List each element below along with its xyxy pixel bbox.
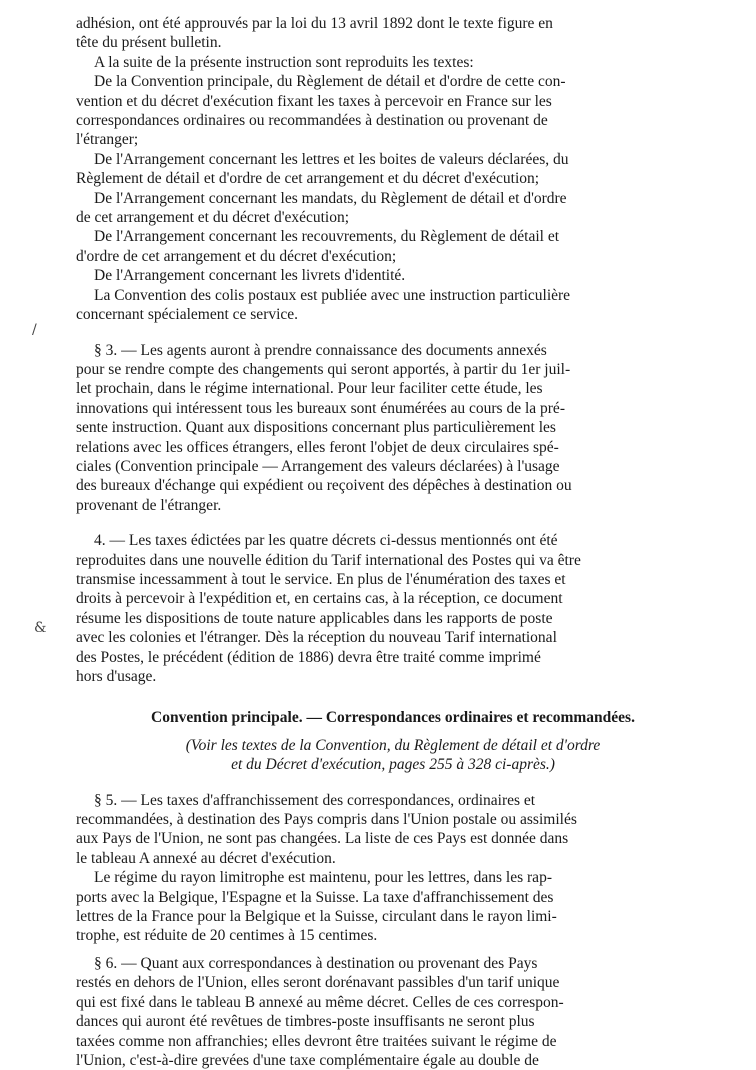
- text-line: correspondances ordinaires ou recommandées à destination ou provenant de: [76, 112, 548, 130]
- text-line: l'étranger;: [76, 131, 139, 149]
- textes-list: [76, 53, 710, 325]
- text-line: innovations qui intéressent tous les bureaux sont énumérées au cours de la pré-: [76, 399, 565, 417]
- text-line: relations avec les offices étrangers, elles feront l'objet de deux circulaires spé-: [76, 438, 559, 456]
- text-line: De l'Arrangement concernant les mandats, du Règlement de détail et d'ordre: [94, 189, 567, 207]
- text-line: aux Pays de l'Union, ne sont pas changées. La liste de ces Pays est donnée dans: [76, 830, 569, 848]
- text-line: sente instruction. Quant aux dispositions concernant plus particulièrement les: [76, 419, 556, 437]
- text-line: let prochain, dans le régime international. Pour leur faciliter cette étude, les: [76, 380, 543, 398]
- margin-mark: /: [32, 322, 37, 338]
- textes-lead: A la suite de la présente instruction sont reproduits les textes:: [94, 53, 474, 71]
- text-line: qui est fixé dans le tableau B annexé au même décret. Celles de ces correspon-: [76, 993, 564, 1011]
- text-line: 4. — Les taxes édictées par les quatre décrets ci-dessus mentionnés ont été: [94, 532, 558, 550]
- text-line: de cet arrangement et du décret d'exécution;: [76, 209, 350, 227]
- text-line: lettres de la France pour la Belgique et la Suisse, circulant dans le rayon limi-: [76, 908, 557, 926]
- text-line: le tableau A annexé au décret d'exécution.: [76, 849, 336, 867]
- text-line: § 3. — Les agents auront à prendre connaissance des documents annexés: [94, 341, 547, 359]
- text-line: avec les colonies et l'étranger. Dès la réception du nouveau Tarif international: [76, 629, 557, 647]
- text-line: pour se rendre compte des changements qui seront apportés, à partir du 1er juil-: [76, 360, 571, 378]
- text-line: des Postes, le précédent (édition de 1886) devra être traité comme imprimé: [76, 648, 541, 666]
- text-line: Le régime du rayon limitrophe est maintenu, pour les lettres, dans les rap-: [94, 869, 552, 887]
- text-line: De l'Arrangement concernant les lettres et les boites de valeurs déclarées, du: [94, 150, 569, 168]
- text-line: hors d'usage.: [76, 668, 157, 685]
- text-line: § 5. — Les taxes d'affranchissement des correspondances, ordinaires et: [94, 791, 536, 809]
- text-line: Règlement de détail et d'ordre de cet arrangement et du décret d'exécution;: [76, 170, 540, 188]
- text-line: adhésion, ont été approuvés par la loi du 13 avril 1892 dont le texte figure en: [76, 15, 553, 32]
- document-page: [76, 14, 710, 1070]
- text-line: d'ordre de cet arrangement et du décret d'exécution;: [76, 247, 397, 265]
- section-5: [76, 791, 710, 946]
- section-6: [76, 954, 710, 1070]
- text-line: reproduites dans une nouvelle édition du Tarif international des Postes qui va être: [76, 551, 581, 569]
- note-line: (Voir les textes de la Convention, du Règlement de détail et d'ordre: [185, 736, 601, 754]
- text-line: tête du présent bulletin.: [76, 34, 222, 52]
- text-line: De l'Arrangement concernant les recouvrements, du Règlement de détail et: [94, 228, 560, 246]
- text-line: dances qui auront été revêtues de timbres-poste insuffisants ne seront plus: [76, 1013, 535, 1031]
- text-line: des bureaux d'échange qui expédient ou reçoivent des dépêches à destination ou: [76, 477, 572, 495]
- text-line: concernant spécialement ce service.: [76, 306, 299, 324]
- text-line: provenant de l'étranger.: [76, 496, 222, 514]
- text-line: ciales (Convention principale — Arrangement des valeurs déclarées) à l'usage: [76, 457, 560, 475]
- section-4: [76, 531, 710, 686]
- text-line: taxées comme non affranchies; elles devront être traitées suivant le régime de: [76, 1032, 557, 1050]
- text-line: transmise incessamment à tout le service. En plus de l'énumération des taxes et: [76, 570, 566, 588]
- note-line: et du Décret d'exécution, pages 255 à 328 ci-après.): [231, 756, 555, 774]
- text-line: recommandées, à destination des Pays compris dans l'Union postale ou assimilés: [76, 811, 577, 829]
- reference-note: [76, 736, 710, 775]
- text-line: De l'Arrangement concernant les livrets d'identité.: [94, 267, 406, 285]
- section-heading: Convention principale. — Correspondances ordinaires et recommandées.: [151, 709, 635, 727]
- margin-mark: &: [34, 620, 47, 636]
- text-line: trophe, est réduite de 20 centimes à 15 centimes.: [76, 927, 378, 945]
- section-3: [76, 341, 710, 516]
- text-line: droits à percevoir à l'expédition et, en certains cas, à la réception, ce document: [76, 590, 563, 608]
- text-line: résume les dispositions de toute nature applicables dans les rapports de poste: [76, 609, 553, 627]
- text-line: vention et du décret d'exécution fixant les taxes à percevoir en France sur les: [76, 92, 552, 110]
- text-line: § 6. — Quant aux correspondances à destination ou provenant des Pays: [94, 954, 538, 972]
- text-line: De la Convention principale, du Règlement de détail et d'ordre de cette con-: [94, 73, 566, 91]
- text-line: l'Union, c'est-à-dire grevées d'une taxe complémentaire égale au double de: [76, 1051, 539, 1069]
- text-line: ports avec la Belgique, l'Espagne et la Suisse. La taxe d'affranchissement des: [76, 888, 554, 906]
- text-line: restés en dehors de l'Union, elles seront dorénavant passibles d'un tarif unique: [76, 974, 560, 992]
- text-line: La Convention des colis postaux est publiée avec une instruction particulière: [94, 286, 571, 304]
- intro-paragraph: [76, 14, 710, 53]
